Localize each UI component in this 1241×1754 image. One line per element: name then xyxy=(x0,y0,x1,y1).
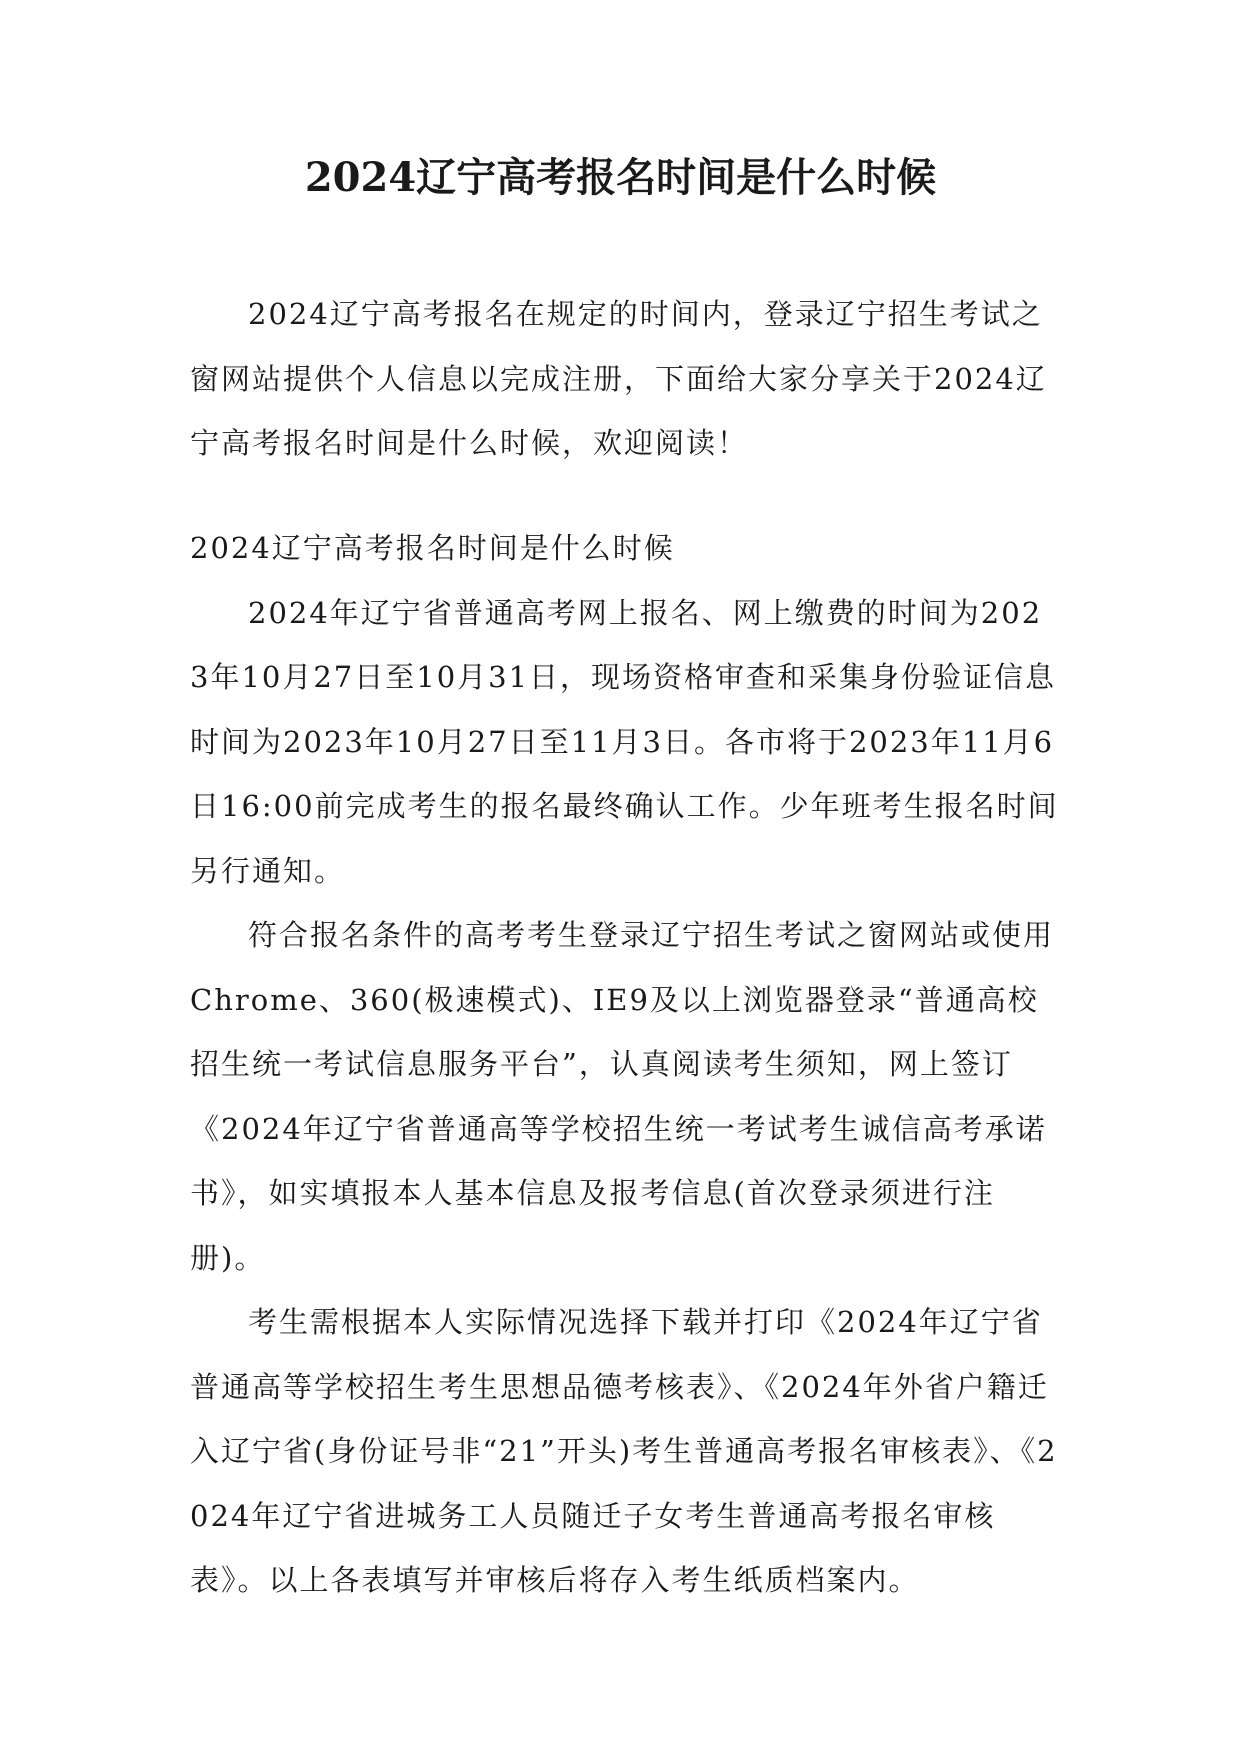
intro-paragraph: 2024辽宁高考报名在规定的时间内，登录辽宁招生考试之窗网站提供个人信息以完成注册，下面给大家分享关于2024辽宁高考报名时间是什么时候，欢迎阅读！ xyxy=(190,297,1047,460)
section-heading: 2024辽宁高考报名时间是什么时候 xyxy=(190,531,675,565)
paragraph-registration-dates: 2024年辽宁省普通高考网上报名、网上缴费的时间为2023年10月27日至10月31日，现场资格审查和采集身份验证信息时间为2023年10月27日至11月3日。各市将于2023年11月6日16:00前完成考生的报名最终确认工作。少年班考生报名时间另行通知。 xyxy=(190,595,1059,888)
paragraph-forms: 考生需根据本人实际情况选择下载并打印《2024年辽宁省普通高等学校招生考生思想品德考核表》、《2024年外省户籍迁入辽宁省(身份证号非“21”开头)考生普通高考报名审核表》、《2024年辽宁省进城务工人员随迁子女考生普通高考报名审核表》。以上各表填写并审核后将存入考生纸质档案内。 xyxy=(190,1305,1058,1597)
content-block xyxy=(190,516,1060,1613)
intro-block xyxy=(190,282,1060,476)
page-title: 2024辽宁高考报名时间是什么时候 xyxy=(304,154,937,201)
paragraph-registration-process: 符合报名条件的高考考生登录辽宁招生考试之窗网站或使用Chrome、360(极速模式)、IE9及以上浏览器登录“普通高校招生统一考试信息服务平台”，认真阅读考生须知，网上签订《2024年辽宁省普通高等学校招生统一考试考生诚信高考承诺书》，如实填报本人基本信息及报考信息(首次登录须进行注册)。 xyxy=(190,918,1055,1275)
